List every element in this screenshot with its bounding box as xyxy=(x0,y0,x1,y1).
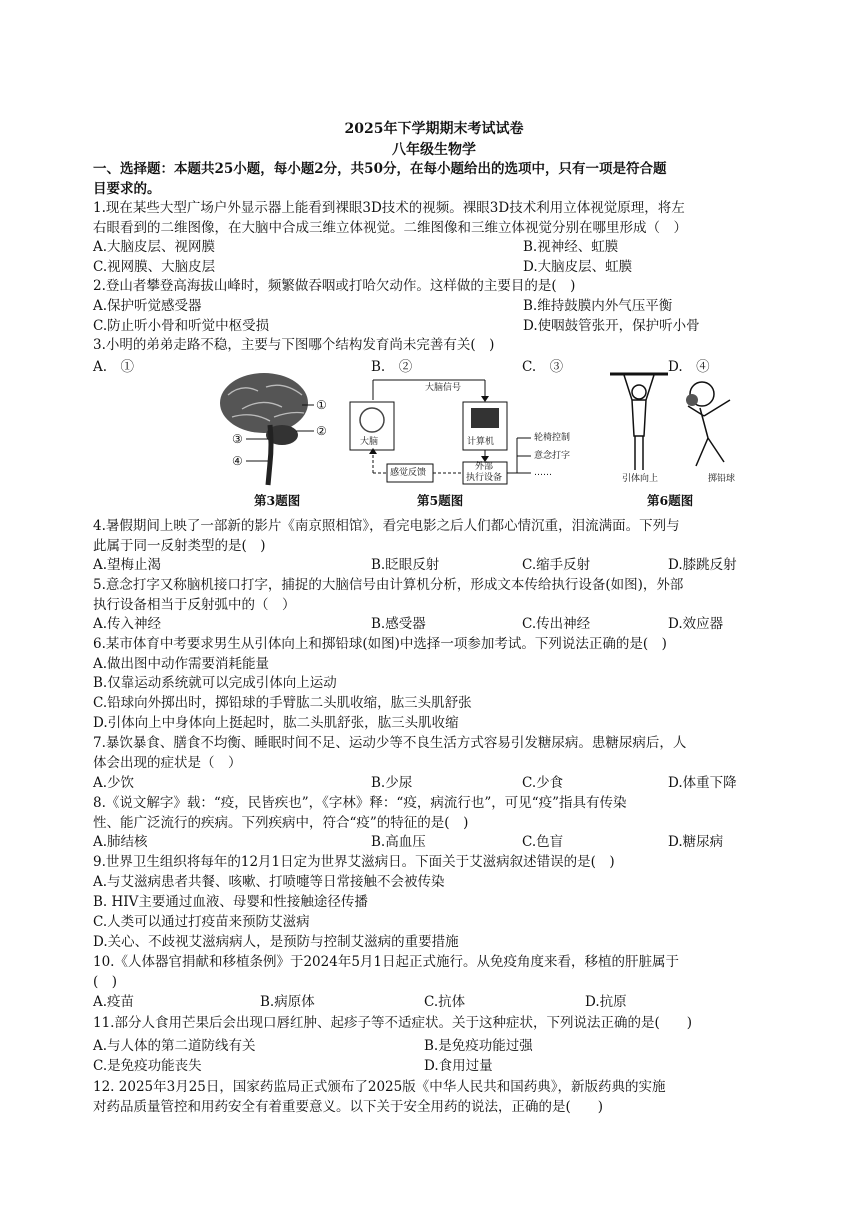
q6-option-b: B.仅靠运动系统就可以完成引体向上运动 xyxy=(93,675,337,691)
bci-device-label-1: 外部 xyxy=(475,462,494,472)
q10-stem-line1: 10.《人体器官捐献和移植条例》于2024年5月1日起正式施行。从免疫角度来看，移植的肝脏属于 xyxy=(93,954,680,970)
q2-option-d: D.使咽鼓管张开，保护听小骨 xyxy=(523,318,700,334)
bci-brain-label: 大脑 xyxy=(360,437,379,447)
q8-option-d: D.糖尿病 xyxy=(668,834,724,850)
q11-option-a: A.与人体的第二道防线有关 xyxy=(93,1038,256,1054)
q1-stem-line1: 1.现在某些大型广场户外显示器上能看到裸眼3D技术的视频。裸眼3D技术利用立体视觉原理，将左 xyxy=(93,200,685,216)
q6-stem: 6.某市体育中考要求男生从引体向上和掷铅球(如图)中选择一项参加考试。下列说法正确的是( ) xyxy=(93,636,667,652)
q10-option-b: B.病原体 xyxy=(260,994,315,1010)
q8-stem-line1: 8.《说文解字》载：“疫，民皆疾也”，《字林》释：“疫，病流行也”，可见“疫”指具有传染 xyxy=(93,795,627,811)
q3-option-b: B. ② xyxy=(371,359,413,375)
q3-option-a: A. ① xyxy=(93,359,135,375)
q11-option-b: B.是免疫功能过强 xyxy=(424,1038,533,1054)
q9-option-b: B. HIV主要通过血液、母婴和性接触途径传播 xyxy=(93,894,368,910)
bci-signal-label: 大脑信号 xyxy=(425,383,462,393)
q11-option-c: C.是免疫功能丧失 xyxy=(93,1058,202,1074)
q6-option-a: A.做出图中动作需要消耗能量 xyxy=(93,656,270,672)
shot-ball xyxy=(686,394,698,406)
q7-option-d: D.体重下降 xyxy=(668,775,737,791)
q5-option-d: D.效应器 xyxy=(668,616,724,632)
page-subtitle: 八年级生物学 xyxy=(392,142,476,158)
q8-option-b: B.高血压 xyxy=(371,834,426,850)
q7-stem-line2: 体会出现的症状是（ ） xyxy=(93,755,242,771)
q8-stem-line2: 性、能广泛流行的疾病。下列疾病中，符合“疫”的特征的是( ) xyxy=(93,815,469,831)
q2-option-b: B.维持鼓膜内外气压平衡 xyxy=(523,298,673,314)
section-heading-line2: 目要求的。 xyxy=(93,181,161,197)
q10-option-d: D.抗原 xyxy=(585,994,627,1010)
q4-stem-line1: 4.暑假期间上映了一部新的影片《南京照相馆》，看完电影之后人们都心情沉重，泪流满面。下列与 xyxy=(93,518,680,534)
q11-stem: 11.部分人食用芒果后会出现口唇红肿、起疹子等不适症状。关于这种症状，下列说法正确的是( ) xyxy=(93,1015,693,1031)
q4-option-d: D.膝跳反射 xyxy=(668,557,737,573)
q9-option-d: D.关心、不歧视艾滋病病人，是预防与控制艾滋病的重要措施 xyxy=(93,934,459,950)
q6-option-d: D.引体向上中身体向上挺起时，肱二头肌舒张，肱三头肌收缩 xyxy=(93,715,459,731)
q5-stem-line1: 5.意念打字又称脑机接口打字，捕捉的大脑信号由计算机分析，形成文本传给执行设备(如图)，外部 xyxy=(93,577,684,593)
q10-option-a: A.疫苗 xyxy=(93,994,135,1010)
fig3-caption: 第3题图 xyxy=(254,493,301,508)
brainstem-shape xyxy=(268,425,271,485)
q1-option-a: A.大脑皮层、视网膜 xyxy=(93,239,216,255)
q4-option-a: A.望梅止渴 xyxy=(93,557,162,573)
brain-mark-4: ④ xyxy=(232,454,243,468)
q3-option-c: C. ③ xyxy=(522,359,564,375)
q2-option-c: C.防止听小骨和听觉中枢受损 xyxy=(93,318,270,334)
q11-option-d: D.食用过量 xyxy=(424,1058,493,1074)
q5-option-a: A.传入神经 xyxy=(93,616,162,632)
q4-option-c: C.缩手反射 xyxy=(522,557,591,573)
q12-stem-line1: 12. 2025年3月25日，国家药监局正式颁布了2025版《中华人民共和国药典》，新版药典的实施 xyxy=(93,1079,666,1095)
q5-option-c: C.传出神经 xyxy=(522,616,591,632)
bci-feedback-label: 感觉反馈 xyxy=(390,468,427,478)
q5-option-b: B.感受器 xyxy=(371,616,426,632)
bci-output-1: 轮椅控制 xyxy=(534,433,571,443)
q4-option-b: B.眨眼反射 xyxy=(371,557,440,573)
q1-option-b: B.视神经、虹膜 xyxy=(523,239,619,255)
q8-option-a: A.肺结核 xyxy=(93,834,148,850)
bci-diagram xyxy=(345,374,595,488)
brain-mark-3: ③ xyxy=(232,432,243,446)
q10-stem-line2: ( ) xyxy=(93,974,118,990)
q3-option-d: D. ④ xyxy=(668,359,710,375)
pullup-label: 引体向上 xyxy=(622,474,659,484)
q7-option-b: B.少尿 xyxy=(371,775,413,791)
brain-mark-1: ① xyxy=(316,398,327,412)
bci-computer-label: 计算机 xyxy=(467,437,495,447)
q1-option-d: D.大脑皮层、虹膜 xyxy=(523,259,633,275)
q10-option-c: C.抗体 xyxy=(424,994,466,1010)
q7-stem-line1: 7.暴饮暴食、膳食不均衡、睡眠时间不足、运动少等不良生活方式容易引发糖尿病。患糖尿病后，人 xyxy=(93,735,687,751)
shotput-label: 掷铅球 xyxy=(708,474,736,484)
q4-stem-line2: 此属于同一反射类型的是( ) xyxy=(93,538,266,554)
q3-stem: 3.小明的弟弟走路不稳，主要与下图哪个结构发育尚未完善有关( ) xyxy=(93,337,495,353)
section-heading-line1: 一、选择题：本题共25小题，每小题2分，共50分，在每小题给出的选项中，只有一项是符合题 xyxy=(93,161,667,177)
bci-device-label-2: 执行设备 xyxy=(466,473,503,483)
brain-mark-2: ② xyxy=(316,424,327,438)
page-title: 2025年下学期期末考试试卷 xyxy=(344,121,524,137)
q7-option-a: A.少饮 xyxy=(93,775,135,791)
q9-option-a: A.与艾滋病患者共餐、咳嗽、打喷嚏等日常接触不会被传染 xyxy=(93,874,445,890)
q1-stem-line2: 右眼看到的二维图像，在大脑中合成三维立体视觉。二维图像和三维立体视觉分别在哪里形成（ ） xyxy=(93,220,687,236)
q6-option-c: C.铅球向外掷出时，掷铅球的手臂肱二头肌收缩，肱三头肌舒张 xyxy=(93,695,472,711)
bci-output-2: 意念打字 xyxy=(534,451,571,461)
bci-output-3: …… xyxy=(534,468,552,478)
q1-option-c: C.视网膜、大脑皮层 xyxy=(93,259,216,275)
fig6-caption: 第6题图 xyxy=(647,493,694,508)
sports-figure xyxy=(604,366,754,480)
q7-option-c: C.少食 xyxy=(522,775,564,791)
q2-option-a: A.保护听觉感受器 xyxy=(93,298,202,314)
q2-stem: 2.登山者攀登高海拔山峰时，频繁做吞咽或打哈欠动作。这样做的主要目的是( ) xyxy=(93,278,576,294)
fig5-caption: 第5题图 xyxy=(417,493,464,508)
q5-stem-line2: 执行设备相当于反射弧中的（ ） xyxy=(93,597,296,613)
q9-option-c: C.人类可以通过打疫苗来预防艾滋病 xyxy=(93,914,310,930)
q8-option-c: C.色盲 xyxy=(522,834,564,850)
q9-stem: 9.世界卫生组织将每年的12月1日定为世界艾滋病日。下面关于艾滋病叙述错误的是( ) xyxy=(93,854,615,870)
q12-stem-line2: 对药品质量管控和用药安全有着重要意义。以下关于安全用药的说法，正确的是( ) xyxy=(93,1099,604,1115)
